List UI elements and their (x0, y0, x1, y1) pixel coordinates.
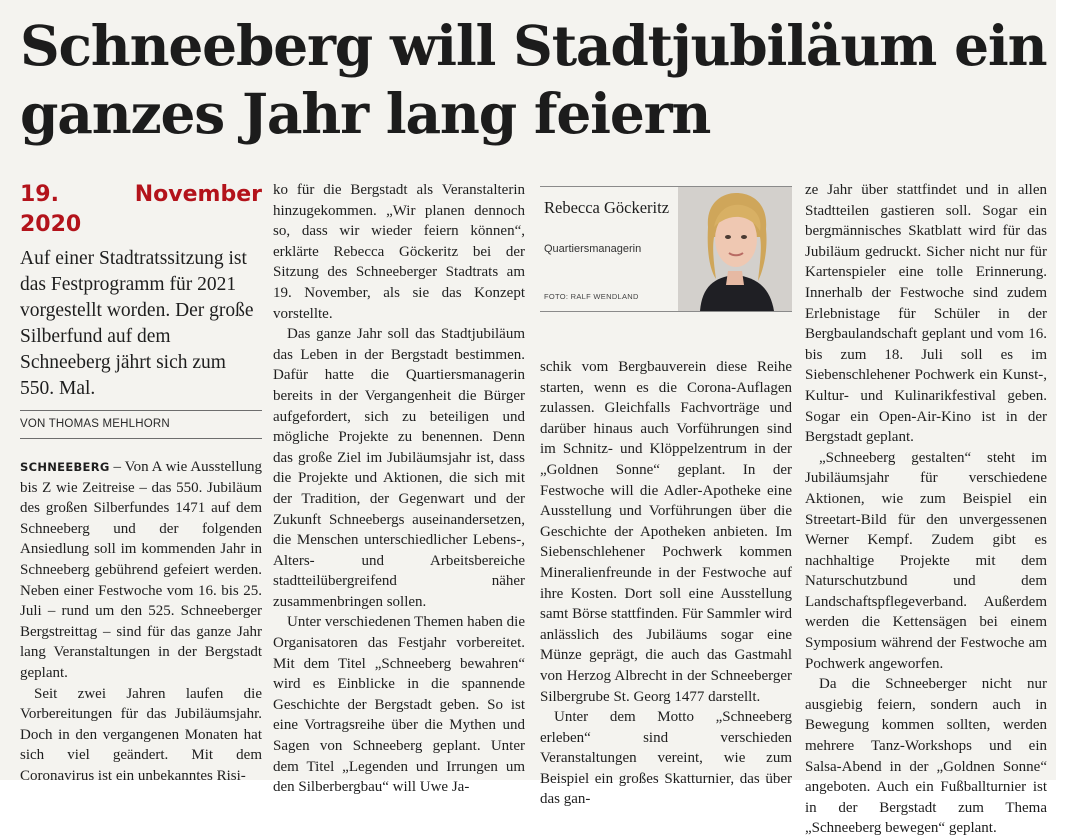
paragraph-text: – Von A wie Ausstellung bis Z wie Zeitreise – das 550. Jubiläum des großen Silberfundes 1471 auf dem Schneeberg und der folgenden Ansiedlung soll im kommenden Jahr in Schneeberg gebührend gefeiert werden. Neben einer Festwoche vom 16. bis 25. Juli – rund um den 525. Schneeberger Bergstreittag – sind für das ganze Jahr lang Veranstaltungen in der Bergstadt geplant. (20, 459, 262, 681)
column-3 (540, 357, 792, 810)
column-1 (20, 178, 262, 787)
teaser: Auf einer Stadtratssitzung ist das Festprogramm für 2021 vorgestellt worden. Der große Silberfund auf dem Schneeberg jährt sich zum 550. Mal. (20, 248, 254, 399)
paragraph: Unter verschiedenen Themen haben die Organisatoren das Festjahr vorbereitet. Mit dem Titel „Schneeberg bewahren“ wird es Einblicke in die spannende Geschichte der Bergstadt geben. So ist eine Vortragsreihe über die Mythen und Sagen von Schneeberg geplant. Unter dem Titel „Legenden und Irrungen um den Silberbergbau“ will Uwe Ja- (273, 614, 525, 796)
paragraph: „Schneeberg gestalten“ steht im Jubiläumsjahr für verschiedene Aktionen, wie zum Beispiel ein Streetart-Bild für den unvergessenen Werner Kempf. Zudem gibt es nachhaltige Projekte mit dem Naturschutzbund und dem Landschaftspflegeverband. Außerdem werden die Kettensägen bei einem Symposium während der Festwoche am Pochwerk angeworfen. (805, 449, 1047, 672)
article-date: 19. November 2020 (20, 182, 262, 237)
divider (20, 438, 262, 439)
dateline: SCHNEEBERG (20, 460, 110, 474)
headline: Schneeberg will Stadtjubiläum ein ganzes Jahr lang feiern (20, 13, 1047, 146)
paragraph: schik vom Bergbauverein diese Reihe starten, wenn es die Corona-Auflagen zulassen. Gleichfalls Fachvorträge und darüber hinaus auch Vorführungen sind im Schnitz- und Klöppelzentrum in der „Goldnen Sonne“ geplant. In der Festwoche will die Adler-Apotheke eine Ausstellung und Vorführungen über die Geschichte der Apotheken anbieten. Im Siebenschlehener Pochwerk kommen Mineralienfreunde in der Festwoche auf ihre Kosten. Dort soll eine Ausstellung samt Börse stattfinden. Für Sammler wird anlässlich des Jubiläums sogar eine Münze geprägt, die auch das Gastmahl von Herzog Albrecht in der Schneeberger Silbergrube St. Georg 1477 darstellt. (540, 359, 792, 705)
column-2 (273, 180, 525, 798)
photo-person-name: Rebecca Göckeritz (544, 198, 670, 217)
photo-box (540, 186, 792, 312)
portrait-photo (678, 187, 792, 311)
photo-credit: FOTO: RALF WENDLAND (544, 292, 639, 301)
column-4 (805, 180, 1047, 839)
paragraph: Unter dem Motto „Schneeberg erleben“ sind verschieden Veranstaltungen vereint, wie zum Beispiel ein großes Skatturnier, das über das gan- (540, 709, 792, 808)
paragraph: Das ganze Jahr soll das Stadtjubiläum das Leben in der Bergstadt bestimmen. Dafür hatte die Quartiersmanagerin bereits in der Vergangenheit die Bürger aufgefordert, sich zu beteiligen und mögliche Projekte zu benennen. Denn das große Ziel im Jubiläumsjahr ist, dass die Projekte und Aktionen, die sich mit der Tradition, der Gegenwart und der Zukunft Schneebergs auseinandersetzen, die Menschen unterschiedlicher Lebens-, Alters- und Arbeitsbereiche stadtteilübergreifend näher zusammenbringen sollen. (273, 326, 525, 610)
paragraph (20, 457, 262, 684)
photo-person-role: Quartiersmanagerin (544, 243, 642, 255)
portrait-image (678, 187, 792, 311)
byline: VON THOMAS MEHLHORN (20, 418, 170, 430)
paragraph: Seit zwei Jahren laufen die Vorbereitungen für das Jubiläumsjahr. Doch in den vergangenen Monaten hat sich viel geändert. Mit dem Coronavirus ist ein unbekanntes Risi- (20, 685, 262, 784)
paragraph: Da die Schneeberger nicht nur ausgiebig feiern, sondern auch in Bewegung kommen sollten, werden mehrere Tanz-Workshops und ein Salsa-Abend in der „Goldnen Sonne“ angeboten. Auch ein Fußballturnier ist in der Bergstadt zum Thema „Schneeberg bewegen“ geplant. (805, 676, 1047, 837)
paragraph: ko für die Bergstadt als Veranstalterin hinzugekommen. „Wir planen dennoch so, dass wir wieder feiern können“, erklärte Rebecca Göckeritz bei der Sitzung des Schneeberger Stadtrats am 19. November, als sie das Konzept vorstellte. (273, 182, 525, 322)
paragraph: ze Jahr über stattfindet und in allen Stadtteilen gastieren soll. Sogar ein bergmännisches Skatblatt wird für das Jubiläum gedruckt. Sicher nicht nur für Kartenspieler eine tolle Erinnerung. Innerhalb der Festwoche sind zudem Erlebnistage für Schüler in der Bergbaulandschaft geplant und vom 16. bis zum 18. Juli soll es im Siebenschlehener Pochwerk ein Kunst-, Kultur- und Kulinarikfestival geben. Sogar ein Open-Air-Kino ist in der Bergstadt geplant. (805, 182, 1047, 446)
